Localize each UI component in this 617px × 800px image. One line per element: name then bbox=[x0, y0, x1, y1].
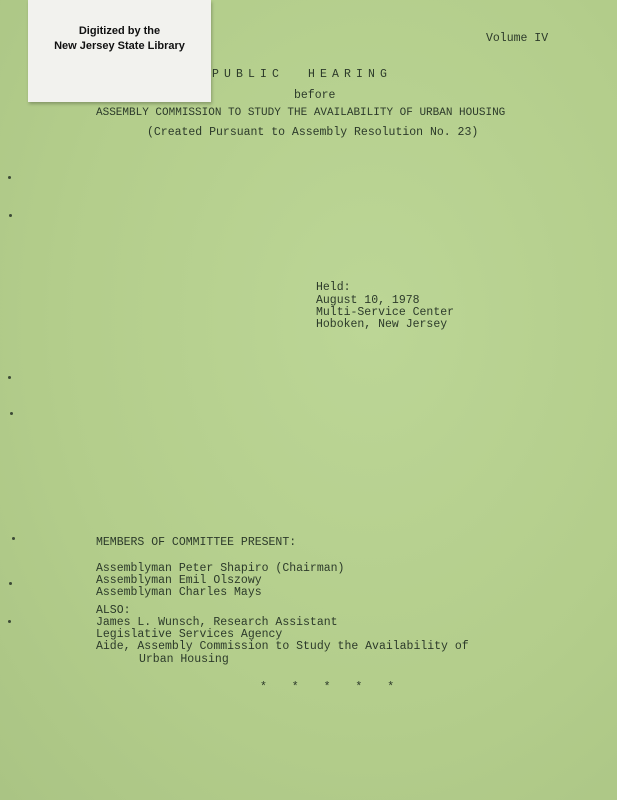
hearing-venue: Multi-Service Center bbox=[316, 306, 455, 319]
member-item: Assemblyman Peter Shapiro (Chairman) bbox=[96, 562, 345, 575]
hearing-title: PUBLIC HEARING bbox=[212, 68, 393, 81]
sticker-line-2: New Jersey State Library bbox=[54, 40, 185, 52]
hearing-date: August 10, 1978 bbox=[316, 294, 420, 307]
held-label: Held: bbox=[316, 281, 351, 294]
staff-line: Aide, Assembly Commission to Study the Availability of bbox=[96, 640, 469, 653]
speck-mark bbox=[8, 176, 11, 179]
sticker-line-1: Digitized by the bbox=[78, 25, 161, 37]
speck-mark bbox=[9, 214, 12, 217]
speck-mark bbox=[8, 620, 11, 623]
members-heading: MEMBERS OF COMMITTEE PRESENT: bbox=[96, 536, 297, 549]
speck-mark bbox=[9, 582, 12, 585]
staff-line: James L. Wunsch, Research Assistant bbox=[96, 616, 338, 629]
also-heading: ALSO: bbox=[96, 604, 131, 617]
speck-mark bbox=[12, 537, 15, 540]
staff-line: Urban Housing bbox=[139, 653, 229, 666]
member-item: Assemblyman Charles Mays bbox=[96, 586, 262, 599]
created-note: (Created Pursuant to Assembly Resolution No. 23) bbox=[147, 126, 479, 139]
before-label: before bbox=[294, 89, 336, 102]
speck-mark bbox=[8, 376, 11, 379]
library-sticker bbox=[28, 0, 211, 102]
volume-label: Volume IV bbox=[486, 32, 549, 45]
staff-line: Legislative Services Agency bbox=[96, 628, 283, 641]
sticker-text bbox=[28, 24, 211, 54]
speck-mark bbox=[10, 412, 13, 415]
commission-title: ASSEMBLY COMMISSION TO STUDY THE AVAILABILITY OF URBAN HOUSING bbox=[96, 107, 506, 119]
hearing-city: Hoboken, New Jersey bbox=[316, 318, 448, 331]
member-item: Assemblyman Emil Olszowy bbox=[96, 574, 262, 587]
closing-stars: * * * * * bbox=[260, 681, 404, 694]
